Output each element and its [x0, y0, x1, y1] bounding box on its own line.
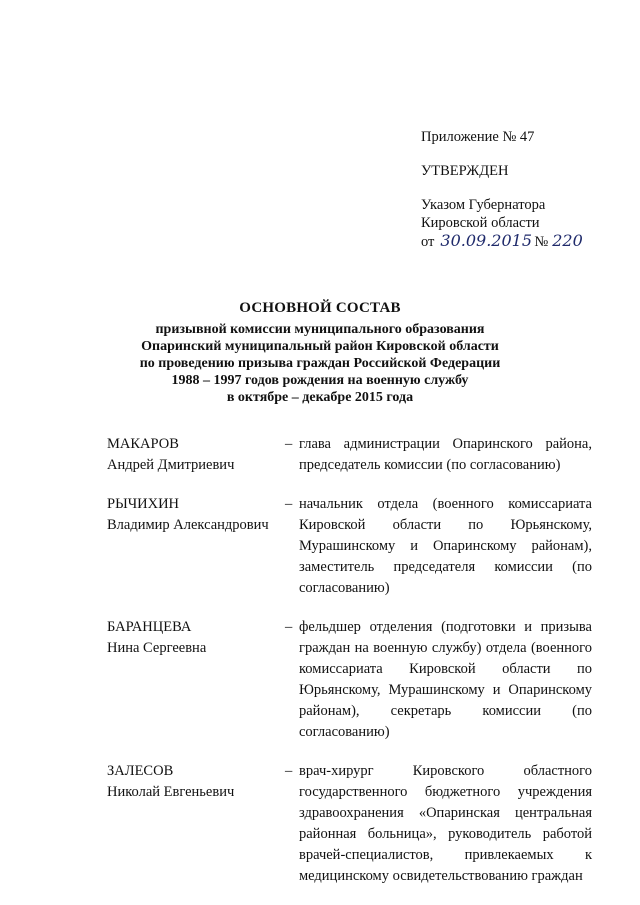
member-role: глава администрации Опаринского района, председатель комиссии (по согласованию) [299, 436, 592, 473]
dash-separator: – [285, 496, 293, 512]
member-given-name: Владимир Александрович [107, 517, 269, 533]
handwritten-number: 220 [552, 231, 583, 250]
dash-separator: – [285, 436, 293, 452]
member-surname: РЫЧИХИН [107, 496, 180, 512]
approval-header [421, 128, 583, 251]
decree-line-2: Кировской области [421, 215, 540, 231]
from-label: от [421, 234, 435, 250]
member-surname: ЗАЛЕСОВ [107, 763, 174, 779]
member-name [107, 434, 285, 476]
decree-line-1: Указом Губернатора [421, 197, 546, 213]
title-main: ОСНОВНОЙ СОСТАВ [239, 300, 401, 316]
member-entry [107, 617, 592, 743]
member-name [107, 617, 285, 743]
member-given-name: Андрей Дмитриевич [107, 457, 235, 473]
decree-date-line [421, 232, 583, 251]
dash-separator: – [285, 763, 293, 779]
handwritten-date: 30.09.2015 [440, 231, 533, 250]
member-name [107, 761, 285, 887]
title-line: призывной комиссии муниципального образования [155, 322, 485, 337]
member-surname: МАКАРОВ [107, 436, 179, 452]
member-entry [107, 761, 592, 887]
member-role: врач-хирург Кировского областного государственного бюджетного учреждения здравоохранения «Опаринская центральная районная больница», руководитель работой врачей-специалистов, привлекаемых к медицинскому освидетельствованию граждан [299, 763, 592, 884]
title-line: в октябре – декабре 2015 года [226, 390, 414, 405]
dash-separator: – [285, 619, 293, 635]
title-line: Опаринский муниципальный район Кировской области [141, 339, 499, 354]
title-line: по проведению призыва граждан Российской Федерации [139, 356, 501, 371]
member-given-name: Нина Сергеевна [107, 640, 207, 656]
member-entry [107, 494, 592, 599]
document-title [100, 300, 540, 406]
member-name [107, 494, 285, 599]
approved-stamp-text: УТВЕРЖДЕН [421, 163, 509, 179]
member-role: фельдшер отделения (подготовки и призыва граждан на военную службу) отдела (военного комиссариата Кировской области по Юрьянскому, Мурашинскому и Опаринскому районам), секретарь комиссии (по согласованию) [299, 619, 592, 740]
commission-members-list [107, 434, 592, 905]
member-entry [107, 434, 592, 476]
title-line: 1988 – 1997 годов рождения на военную службу [171, 373, 469, 388]
appendix-number: Приложение № 47 [421, 129, 535, 145]
member-role: начальник отдела (военного комиссариата Кировской области по Юрьянскому, Мурашинскому и Опаринскому районам), заместитель председателя комиссии (по согласованию) [299, 496, 592, 596]
member-surname: БАРАНЦЕВА [107, 619, 192, 635]
member-given-name: Николай Евгеньевич [107, 784, 235, 800]
number-label: № [534, 234, 549, 250]
